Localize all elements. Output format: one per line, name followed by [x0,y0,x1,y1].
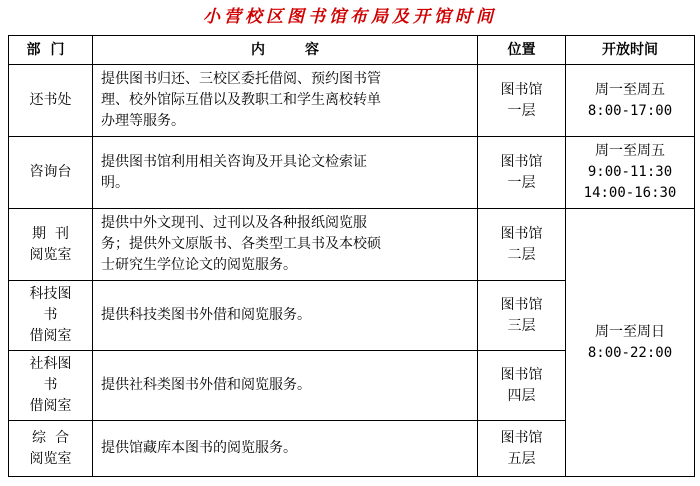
content-line: 提供科技类图书外借和阅览服务。 [101,307,311,323]
dept-name: 期 刊 [32,225,69,242]
location-building: 图书馆 [500,429,543,446]
hours-cell [566,137,695,209]
dept-name: 阅览室 [29,246,72,263]
location-building: 图书馆 [500,225,543,242]
content-line: 提供图书馆利用相关咨询及开具论文检索证 [101,153,367,170]
table-row [9,65,695,137]
header-location: 位置 [478,36,566,65]
dept-name: 书 [43,377,58,393]
content-cell [93,421,478,477]
content-cell [93,209,478,281]
content-cell [93,65,478,137]
hours-time: 8:00-17:00 [587,102,673,119]
content-line: 提供馆藏库本图书的阅览服务。 [101,440,297,456]
dept-cell [9,209,93,281]
location-cell [478,65,566,137]
dept-name: 综 合 [32,429,69,446]
dept-cell [9,65,93,137]
location-floor: 四层 [507,387,536,404]
content-line: 提供图书归还、三校区委托借阅、预约图书管 [101,71,381,87]
location-cell [478,421,566,477]
shared-hours-cell [566,209,695,477]
dept-name: 科技图 [29,286,72,302]
dept-cell [9,351,93,421]
dept-name: 社科图 [29,356,72,372]
hours-days: 周一至周五 [595,143,665,159]
location-building: 图书馆 [500,366,543,383]
dept-cell [9,137,93,209]
header-hours: 开放时间 [566,36,695,65]
dept-name: 借阅室 [29,398,72,414]
hours-days: 周一至周五 [595,81,665,98]
location-floor: 二层 [507,246,536,263]
content-line: 提供社科类图书外借和阅览服务。 [101,377,311,393]
dept-name: 书 [43,307,58,323]
hours-time: 9:00-11:30 [587,164,673,180]
location-building: 图书馆 [500,296,543,313]
location-cell [478,351,566,421]
content-cell [93,281,478,351]
location-floor: 三层 [507,317,536,334]
content-line: 办理等服务。 [101,113,185,129]
table-row [9,137,695,209]
dept-name: 还书处 [29,92,72,108]
header-dept: 部门 [9,36,93,65]
table-row [9,209,695,281]
page-title: 小营校区图书馆布局及开馆时间 [203,7,497,27]
dept-cell [9,421,93,477]
dept-name: 咨询台 [29,164,72,180]
hours-cell [566,65,695,137]
schedule-table [8,35,695,477]
location-floor: 一层 [507,102,536,119]
dept-name: 阅览室 [29,450,72,467]
content-line: 明。 [101,174,129,191]
location-cell [478,281,566,351]
dept-name: 借阅室 [29,328,72,344]
table-header-row [9,36,695,65]
header-content: 内容 [93,36,478,65]
dept-cell [9,281,93,351]
content-line: 士研究生学位论文的阅览服务。 [101,257,297,273]
content-line: 提供中外文现刊、过刊以及各种报纸阅览服 [101,215,367,231]
hours-days: 周一至周日 [595,323,665,340]
location-building: 图书馆 [500,153,543,170]
location-cell [478,137,566,209]
hours-time: 8:00-22:00 [587,344,673,361]
content-line: 务；提供外文原版书、各类型工具书及本校硕 [101,236,381,252]
content-line: 理、校外馆际互借以及教职工和学生离校转单 [101,92,381,108]
content-cell [93,351,478,421]
hours-time: 14:00-16:30 [583,185,677,201]
location-floor: 五层 [507,450,536,467]
location-floor: 一层 [507,174,536,191]
location-cell [478,209,566,281]
content-cell [93,137,478,209]
location-building: 图书馆 [500,81,543,98]
